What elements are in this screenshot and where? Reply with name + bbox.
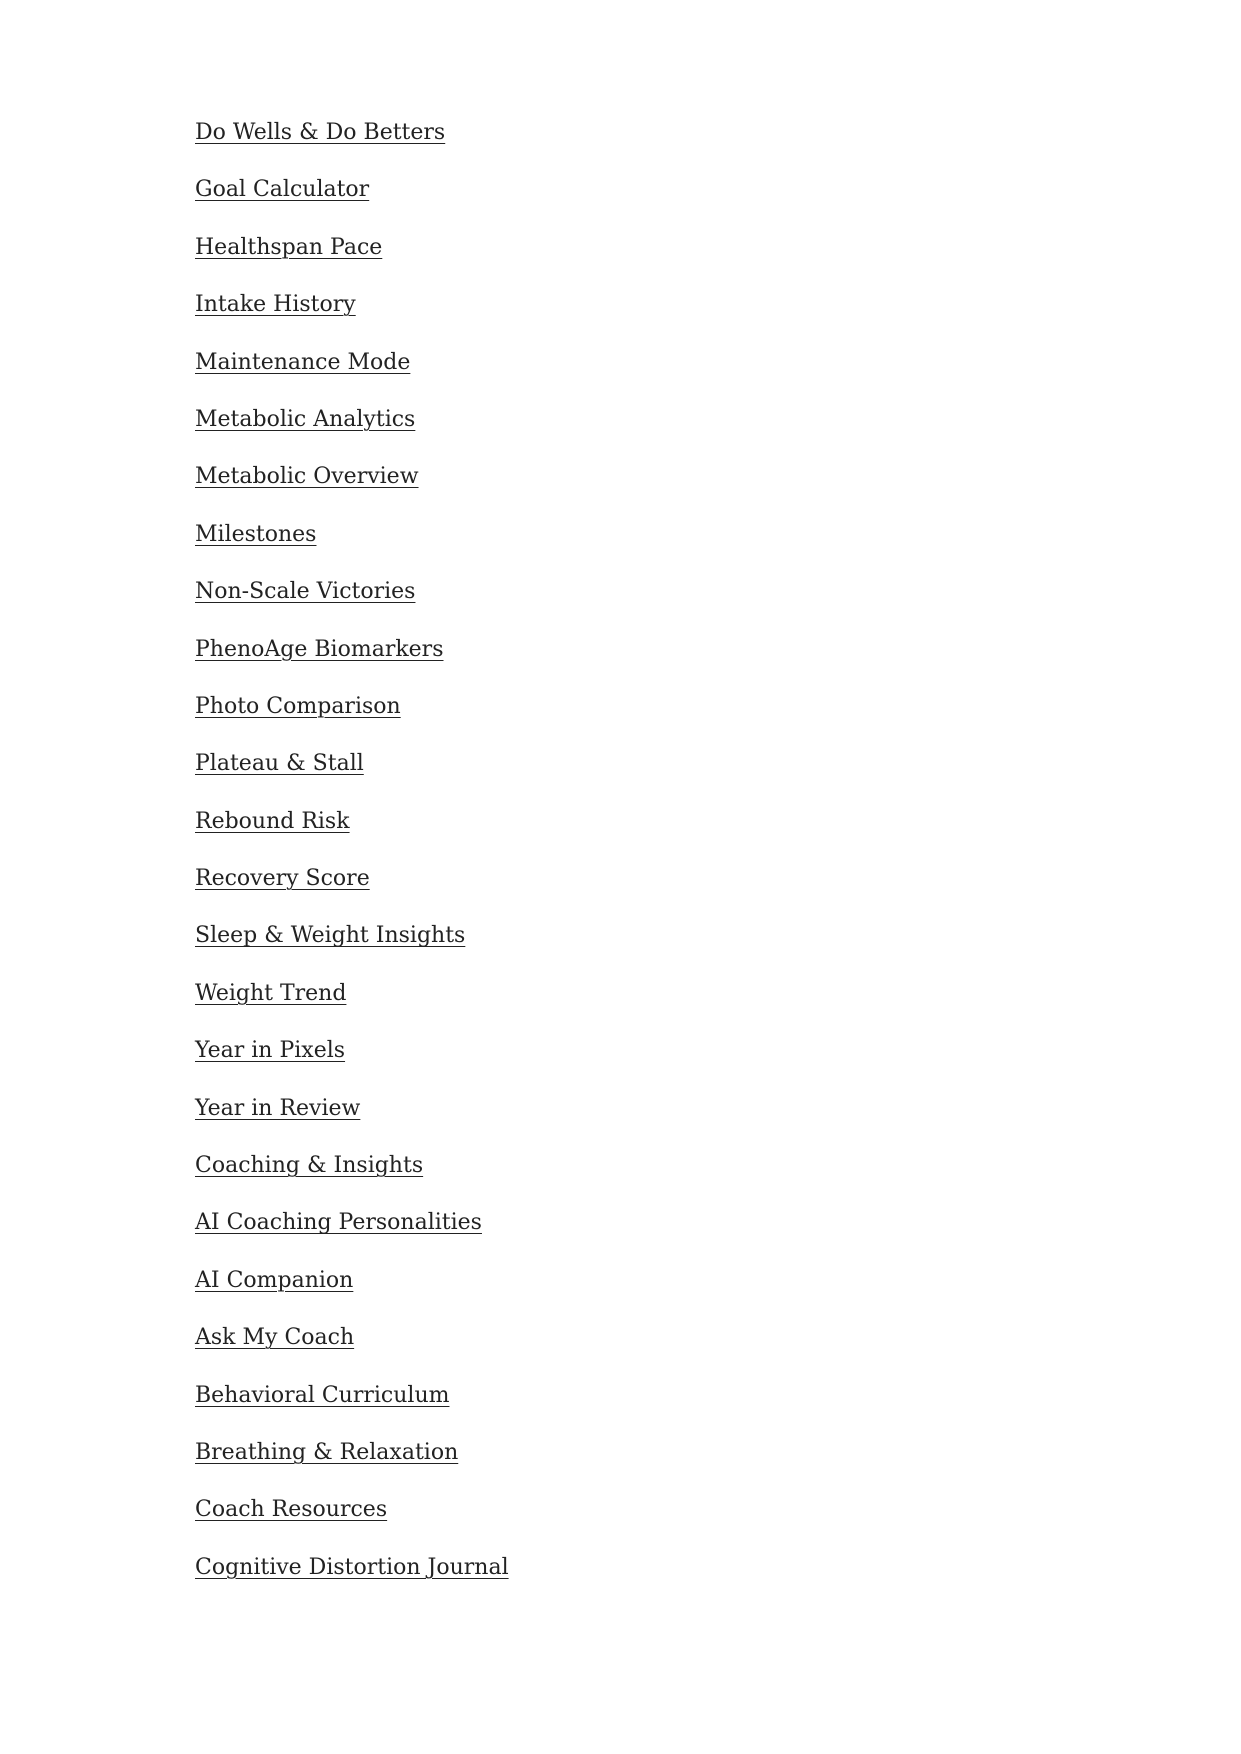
list-item	[195, 1377, 509, 1434]
list-item	[195, 1549, 509, 1606]
list-item	[195, 803, 509, 860]
list-item	[195, 1319, 509, 1376]
link-intake-history[interactable]: Intake History	[195, 292, 356, 318]
link-maintenance-mode[interactable]: Maintenance Mode	[195, 349, 411, 375]
list-item	[195, 917, 509, 974]
link-metabolic-overview[interactable]: Metabolic Overview	[195, 464, 419, 490]
link-coaching-insights[interactable]: Coaching & Insights	[195, 1153, 424, 1179]
link-do-wells-do-betters[interactable]: Do Wells & Do Betters	[195, 120, 446, 145]
list-item	[195, 1090, 509, 1147]
link-ask-my-coach[interactable]: Ask My Coach	[195, 1325, 355, 1351]
list-item	[195, 401, 509, 458]
link-breathing-relaxation[interactable]: Breathing & Relaxation	[195, 1439, 459, 1465]
link-ai-coaching-personalities[interactable]: AI Coaching Personalities	[195, 1210, 482, 1236]
list-item	[195, 1434, 509, 1491]
link-plateau-stall[interactable]: Plateau & Stall	[195, 751, 364, 777]
list-item	[195, 631, 509, 688]
link-metabolic-analytics[interactable]: Metabolic Analytics	[195, 406, 416, 432]
link-sleep-weight-insights[interactable]: Sleep & Weight Insights	[195, 923, 466, 949]
list-item	[195, 1147, 509, 1204]
link-photo-comparison[interactable]: Photo Comparison	[195, 693, 401, 719]
link-milestones[interactable]: Milestones	[195, 521, 317, 547]
list-item	[195, 114, 509, 171]
link-goal-calculator[interactable]: Goal Calculator	[195, 177, 370, 203]
list-item	[195, 1262, 509, 1319]
link-healthspan-pace[interactable]: Healthspan Pace	[195, 234, 383, 260]
list-item	[195, 229, 509, 286]
link-year-in-review[interactable]: Year in Review	[195, 1095, 361, 1121]
link-cognitive-distortion-journal[interactable]: Cognitive Distortion Journal	[195, 1554, 509, 1580]
link-ai-companion[interactable]: AI Companion	[195, 1267, 354, 1293]
list-item	[195, 344, 509, 401]
list-item	[195, 975, 509, 1032]
list-item	[195, 516, 509, 573]
list-item	[195, 171, 509, 228]
list-item	[195, 286, 509, 343]
list-item	[195, 1204, 509, 1261]
link-weight-trend[interactable]: Weight Trend	[195, 980, 347, 1006]
list-item	[195, 1032, 509, 1089]
link-recovery-score[interactable]: Recovery Score	[195, 866, 370, 892]
list-item	[195, 860, 509, 917]
link-coach-resources[interactable]: Coach Resources	[195, 1497, 388, 1523]
link-behavioral-curriculum[interactable]: Behavioral Curriculum	[195, 1382, 450, 1408]
link-phenoage-biomarkers[interactable]: PhenoAge Biomarkers	[195, 636, 444, 662]
link-non-scale-victories[interactable]: Non-Scale Victories	[195, 579, 416, 605]
list-item	[195, 573, 509, 630]
list-item	[195, 1491, 509, 1548]
link-list	[195, 114, 509, 1606]
list-item	[195, 745, 509, 802]
list-item	[195, 458, 509, 515]
list-item	[195, 688, 509, 745]
link-year-in-pixels[interactable]: Year in Pixels	[195, 1038, 346, 1064]
link-rebound-risk[interactable]: Rebound Risk	[195, 808, 350, 834]
